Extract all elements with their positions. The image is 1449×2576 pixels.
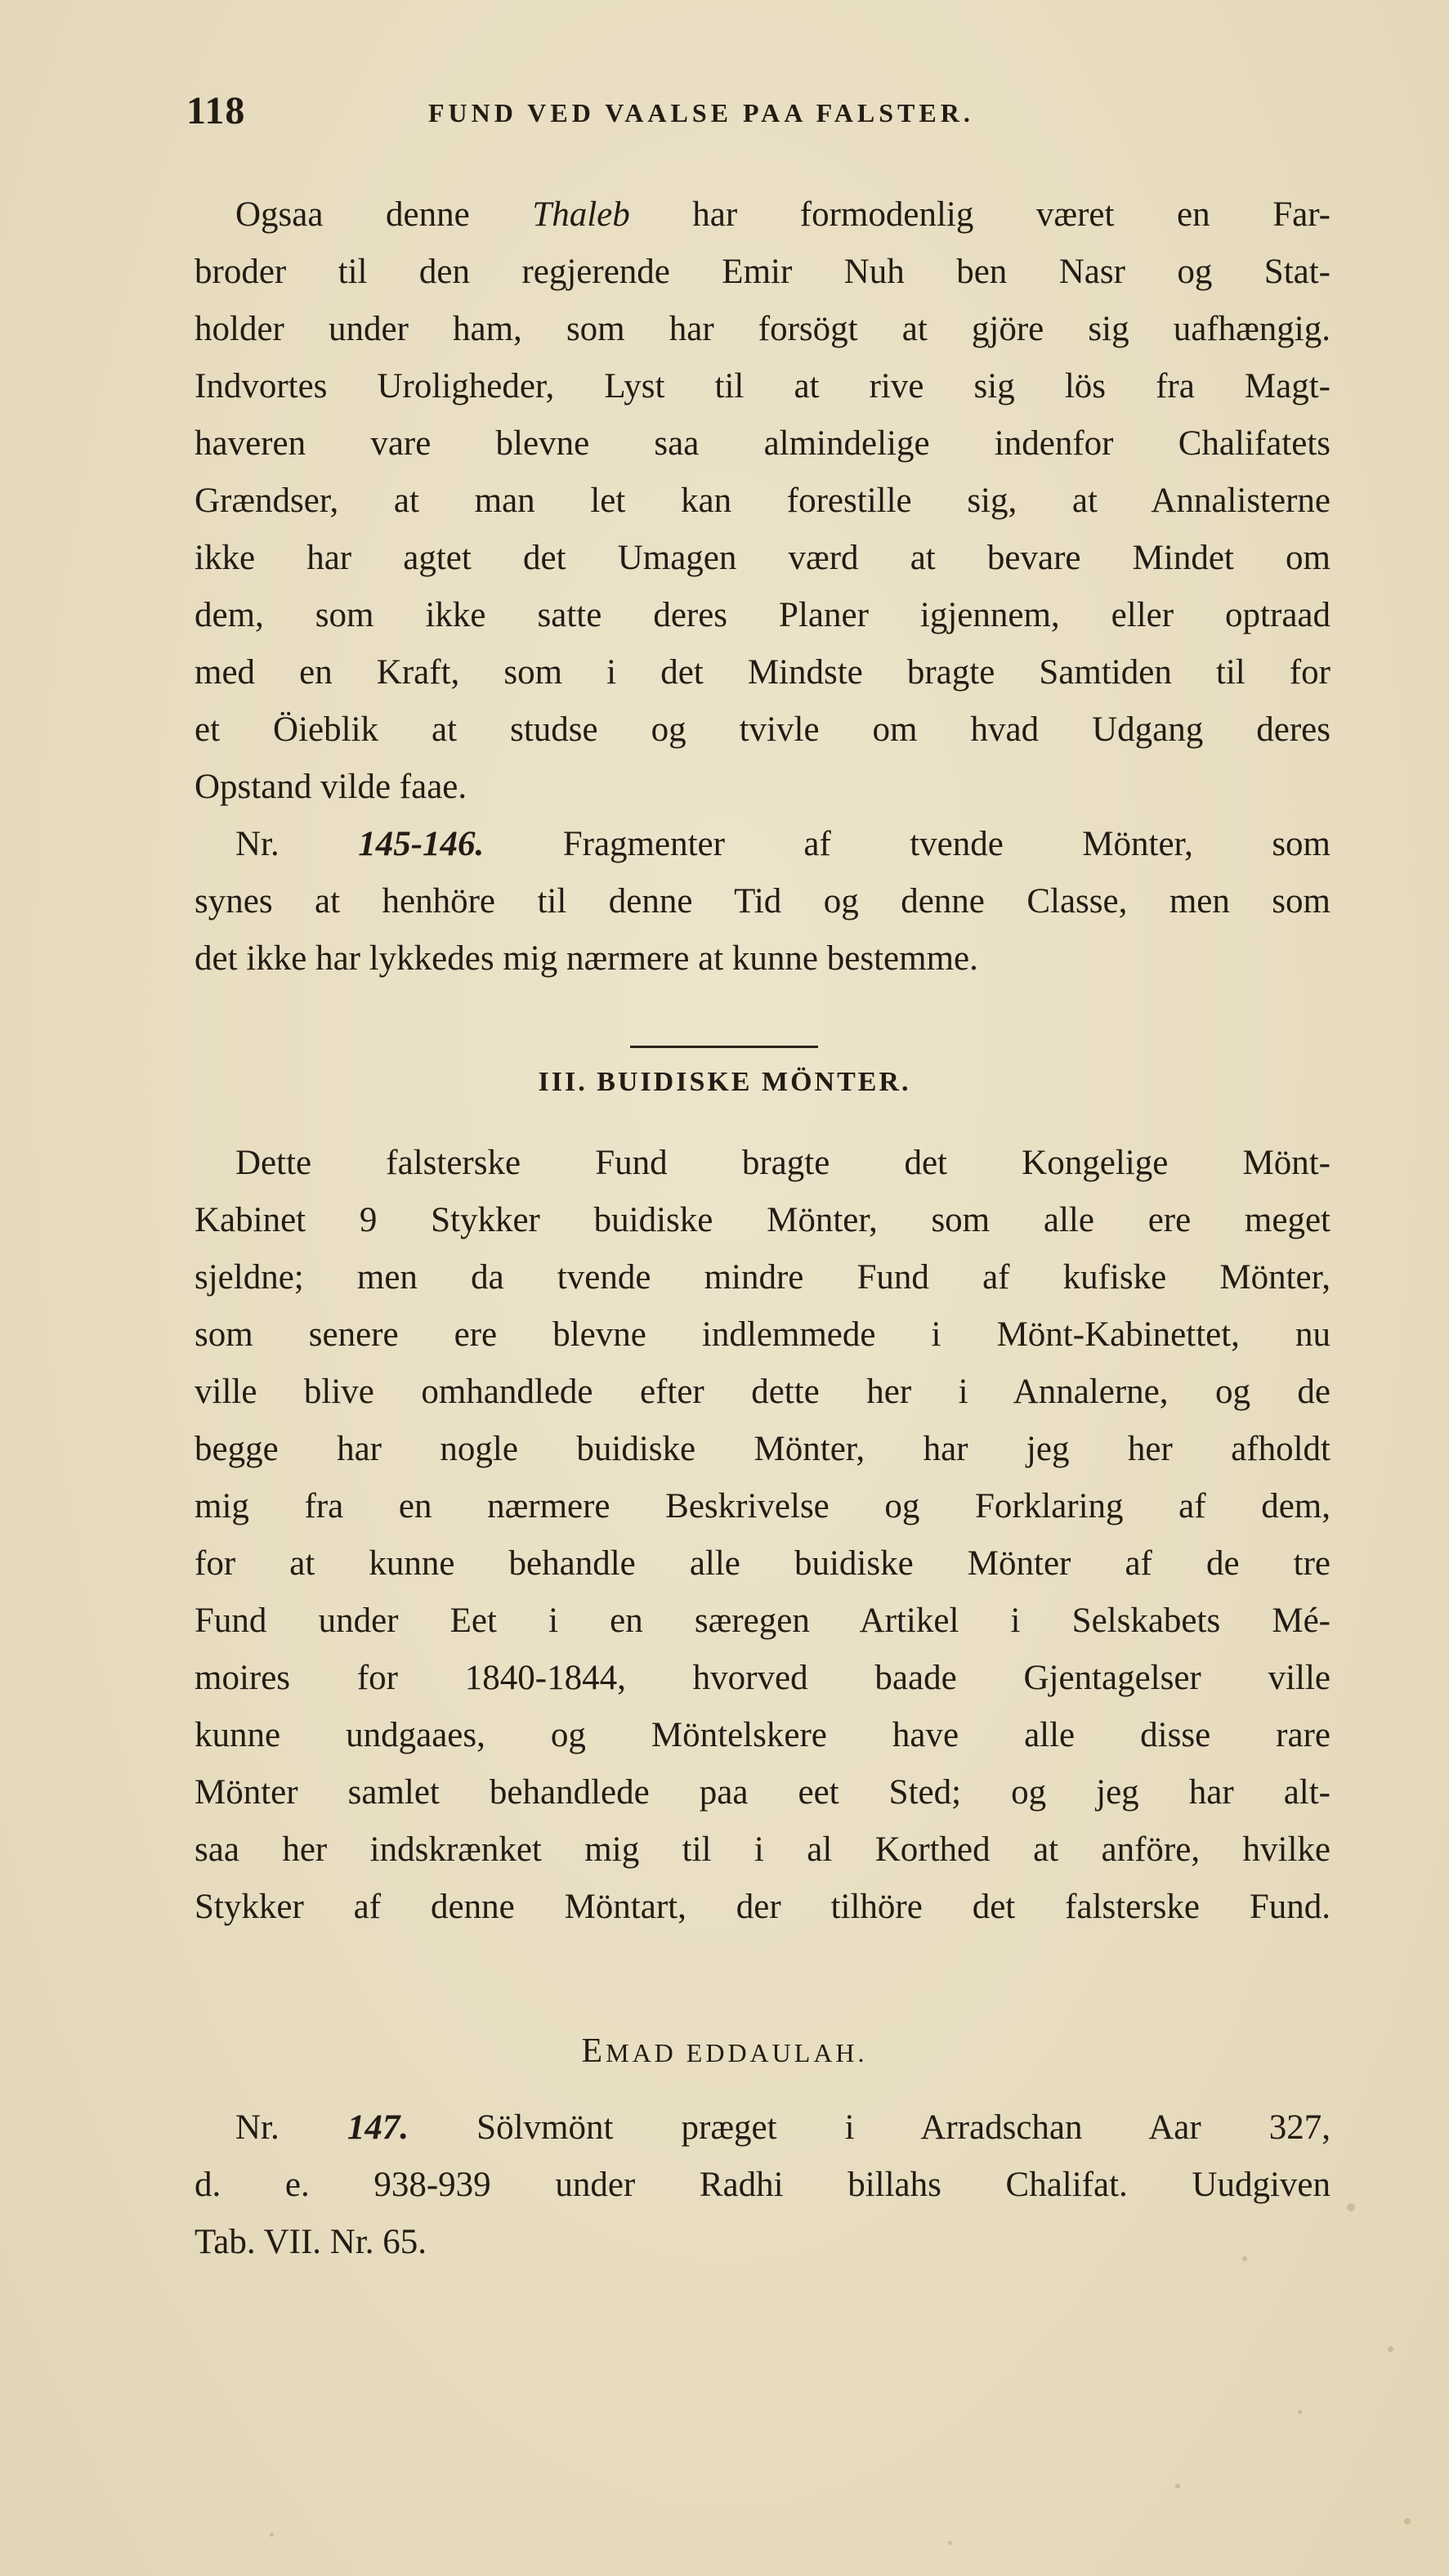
paragraph-line: ville blive omhandlede efter dette her i Annalerne, og de — [195, 1373, 1330, 1411]
paragraph-line: sjeldne; men da tvende mindre Fund af kufiske Mönter, — [195, 1258, 1330, 1297]
paragraph-line: Indvortes Uroligheder, Lyst til at rive sig lös fra Magt- — [195, 367, 1330, 405]
paragraph-line: Stykker af denne Möntart, der tilhöre det falsterske Fund. — [195, 1888, 1330, 1926]
page-number: 118 — [186, 89, 246, 132]
subsection-heading: EMAD EDDAULAH. — [581, 2032, 868, 2070]
entry-number: 147. — [347, 2108, 409, 2147]
paragraph-line: med en Kraft, som i det Mindste bragte Samtiden til for — [195, 653, 1330, 692]
paragraph-line: et Öieblik at studse og tvivle om hvad Udgang deres — [195, 710, 1330, 749]
paper-speck — [1347, 2203, 1355, 2211]
paragraph-line: begge har nogle buidiske Mönter, har jeg her afholdt — [195, 1430, 1330, 1468]
paragraph-line: saa her indskrænket mig til i al Korthed at anföre, hvilke — [195, 1830, 1330, 1869]
name-thaleb: Thaleb — [532, 195, 630, 234]
paragraph-line: ikke har agtet det Umagen værd at bevare Mindet om — [195, 539, 1330, 577]
paper-speck — [948, 2541, 952, 2545]
paragraph-line: dem, som ikke satte deres Planer igjennem, eller optraad — [195, 596, 1330, 634]
paragraph-line: det ikke har lykkedes mig nærmere at kunne bestemme. — [195, 939, 978, 978]
paragraph-line: Grændser, at man let kan forestille sig, at Annalisterne — [195, 482, 1330, 520]
entry-line: Nr. 147. Sölvmönt præget i Arradschan Aar 327, — [235, 2108, 1330, 2147]
section-heading: III. BUIDISKE MÖNTER. — [538, 1067, 911, 1097]
paper-speck — [1404, 2518, 1411, 2524]
entry-number: 145-146. — [358, 825, 485, 863]
paragraph-line: holder under ham, som har forsögt at gjöre sig uafhængig. — [195, 310, 1330, 348]
paragraph-line: broder til den regjerende Emir Nuh ben Nasr og Stat- — [195, 253, 1330, 291]
page-header — [186, 88, 1322, 137]
paragraph-line: Tab. VII. Nr. 65. — [195, 2223, 427, 2261]
paper-speck — [270, 2533, 274, 2537]
paragraph-line: Fund under Eet i en særegen Artikel i Selskabets Mé- — [195, 1602, 1330, 1640]
paper-speck — [1388, 2346, 1393, 2352]
paper-speck — [1298, 2410, 1302, 2414]
paragraph-line: Ogsaa denne Thaleb har formodenlig været en Far- — [235, 195, 1330, 234]
paragraph-line: Dette falsterske Fund bragte det Kongelige Mönt- — [235, 1144, 1330, 1182]
paragraph-line: moires for 1840-1844, hvorved baade Gjentagelser ville — [195, 1659, 1330, 1697]
paragraph-line: d. e. 938-939 under Radhi billahs Chalifat. Uudgiven — [195, 2166, 1330, 2204]
paragraph-line: haveren vare blevne saa almindelige indenfor Chalifatets — [195, 424, 1330, 463]
paragraph-line: synes at henhöre til denne Tid og denne Classe, men som — [195, 882, 1330, 921]
paragraph-line: for at kunne behandle alle buidiske Mönter af de tre — [195, 1544, 1330, 1583]
paragraph-line: kunne undgaaes, og Möntelskere have alle disse rare — [195, 1716, 1330, 1754]
running-title: FUND VED VAALSE PAA FALSTER. — [428, 98, 974, 128]
paper-speck — [1175, 2484, 1180, 2489]
paper-speck — [1242, 2256, 1247, 2261]
paragraph-line: Kabinet 9 Stykker buidiske Mönter, som alle ere meget — [195, 1201, 1330, 1239]
entry-line: Nr. 145-146. Fragmenter af tvende Mönter, som — [235, 825, 1331, 863]
paragraph-line: Mönter samlet behandlede paa eet Sted; og jeg har alt- — [195, 1773, 1330, 1812]
paragraph-line: Opstand vilde faae. — [195, 768, 467, 806]
paragraph-line: mig fra en nærmere Beskrivelse og Forklaring af dem, — [195, 1487, 1330, 1525]
section-divider — [630, 1046, 818, 1048]
paragraph-line: som senere ere blevne indlemmede i Mönt-Kabinettet, nu — [195, 1315, 1330, 1354]
